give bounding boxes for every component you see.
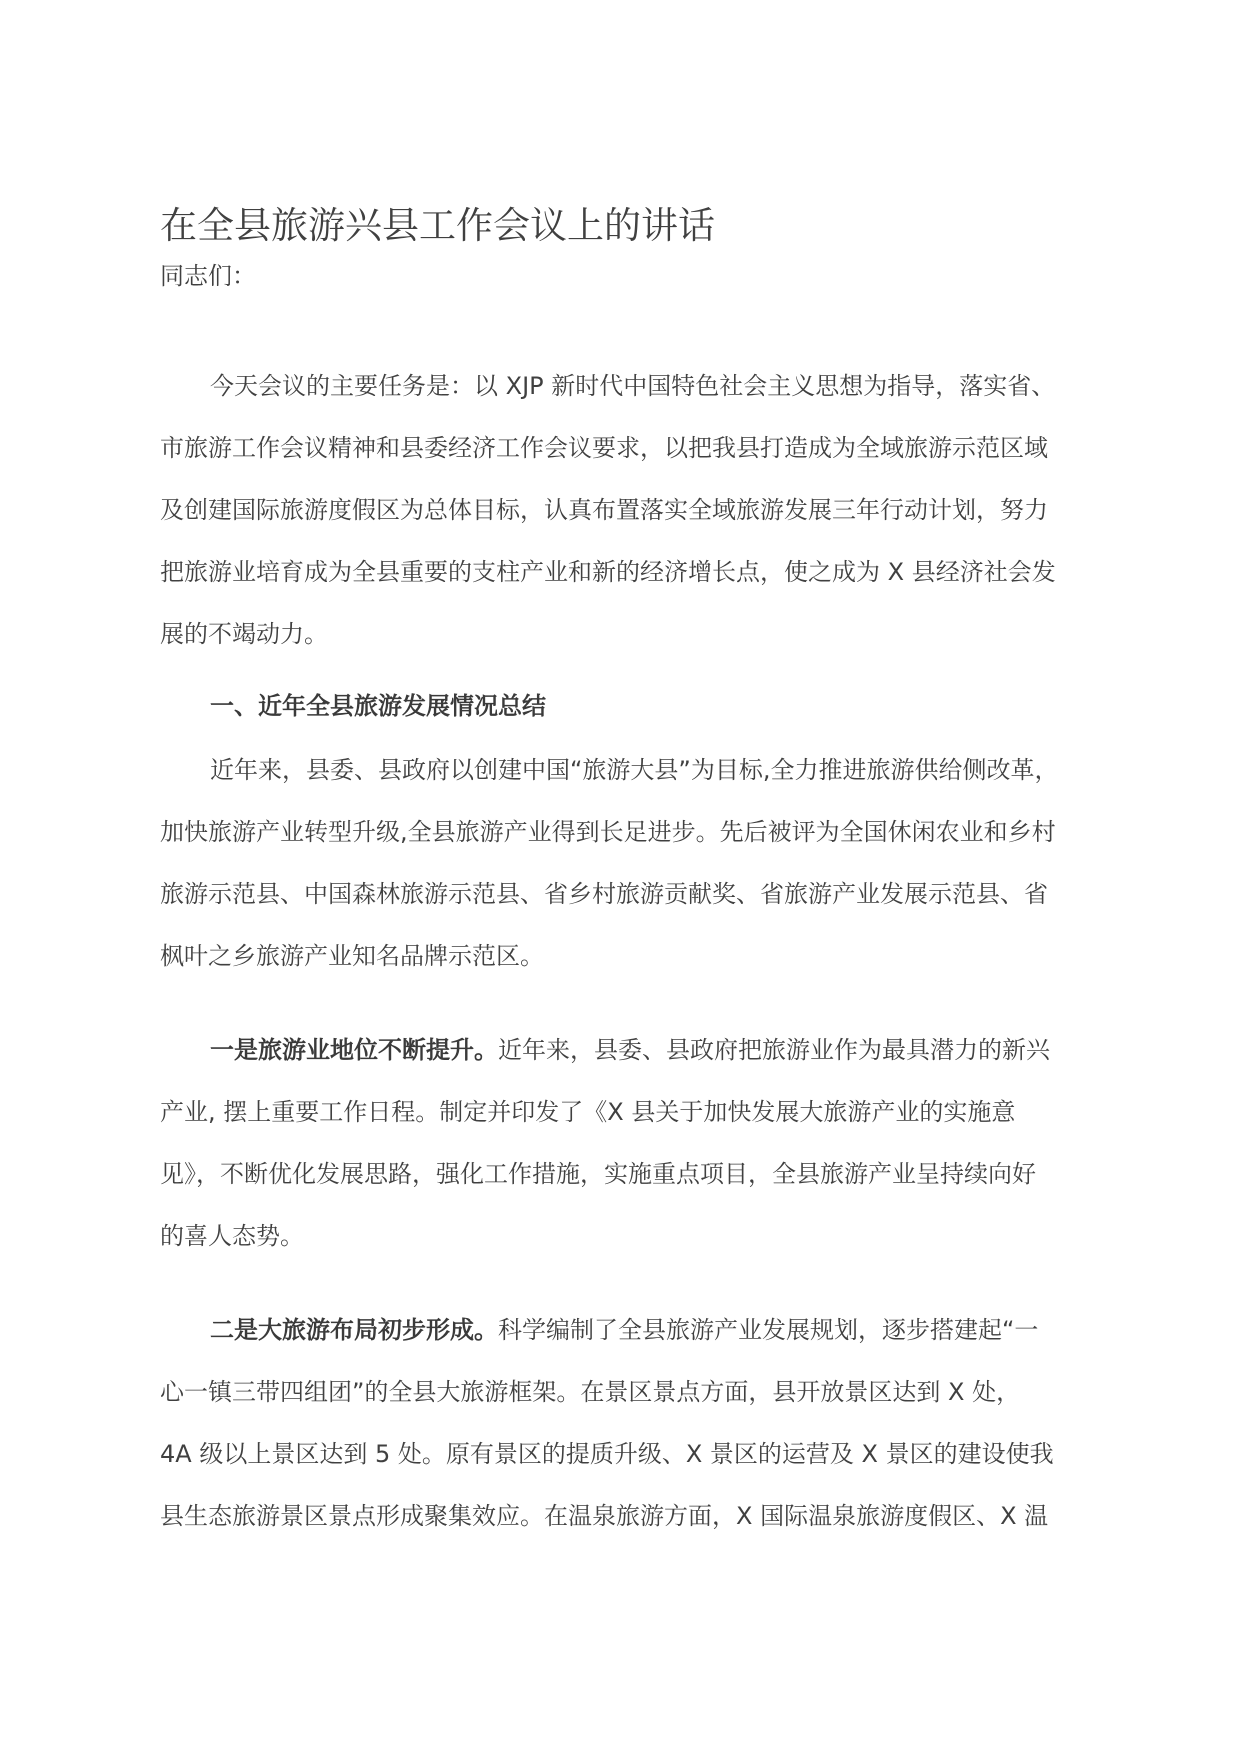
point1-first-line bbox=[210, 1030, 1050, 1070]
section-heading: 一、近年全县旅游发展情况总结 bbox=[210, 692, 546, 720]
point1-heading: 一是旅游业地位不断提升。 bbox=[210, 1036, 498, 1064]
section1-line: 枫叶之乡旅游产业知名品牌示范区。 bbox=[160, 942, 544, 970]
intro-line: 市旅游工作会议精神和县委经济工作会议要求，以把我县打造成为全域旅游示范区域 bbox=[160, 434, 1048, 462]
section1-line: 加快旅游产业转型升级,全县旅游产业得到长足进步。先后被评为全国休闲农业和乡村 bbox=[160, 818, 1056, 846]
point2-heading: 二是大旅游布局初步形成。 bbox=[210, 1316, 498, 1344]
section1-line: 旅游示范县、中国森林旅游示范县、省乡村旅游贡献奖、省旅游产业发展示范县、省 bbox=[160, 880, 1048, 908]
point1-line: 见》，不断优化发展思路，强化工作措施，实施重点项目，全县旅游产业呈持续向好 bbox=[160, 1160, 1036, 1188]
point1-line: 产业, 摆上重要工作日程。制定并印发了《X 县关于加快发展大旅游产业的实施意 bbox=[160, 1098, 1016, 1126]
intro-line: 把旅游业培育成为全县重要的支柱产业和新的经济增长点，使之成为 X 县经济社会发 bbox=[160, 558, 1056, 586]
section1-line: 近年来，县委、县政府以创建中国“旅游大县”为目标,全力推进旅游供给侧改革， bbox=[210, 756, 1059, 784]
point2-line: 4A 级以上景区达到 5 处。原有景区的提质升级、X 景区的运营及 X 景区的建设使我 bbox=[160, 1440, 1054, 1468]
document-title: 在全县旅游兴县工作会议上的讲话 bbox=[160, 204, 715, 247]
intro-line: 今天会议的主要任务是：以 XJP 新时代中国特色社会主义思想为指导，落实省、 bbox=[210, 372, 1056, 400]
intro-line: 展的不竭动力。 bbox=[160, 620, 328, 648]
salutation: 同志们： bbox=[160, 262, 256, 290]
point2-line: 县生态旅游景区景点形成聚集效应。在温泉旅游方面，X 国际温泉旅游度假区、X 温 bbox=[160, 1502, 1049, 1530]
point1-line: 的喜人态势。 bbox=[160, 1222, 304, 1250]
point2-text: 科学编制了全县旅游产业发展规划，逐步搭建起“一 bbox=[498, 1316, 1039, 1344]
point2-line: 心一镇三带四组团”的全县大旅游框架。在景区景点方面，县开放景区达到 X 处， bbox=[160, 1378, 1021, 1406]
point1-text: 近年来，县委、县政府把旅游业作为最具潜力的新兴 bbox=[498, 1036, 1050, 1064]
intro-line: 及创建国际旅游度假区为总体目标，认真布置落实全域旅游发展三年行动计划，努力 bbox=[160, 496, 1048, 524]
point2-first-line bbox=[210, 1310, 1038, 1350]
